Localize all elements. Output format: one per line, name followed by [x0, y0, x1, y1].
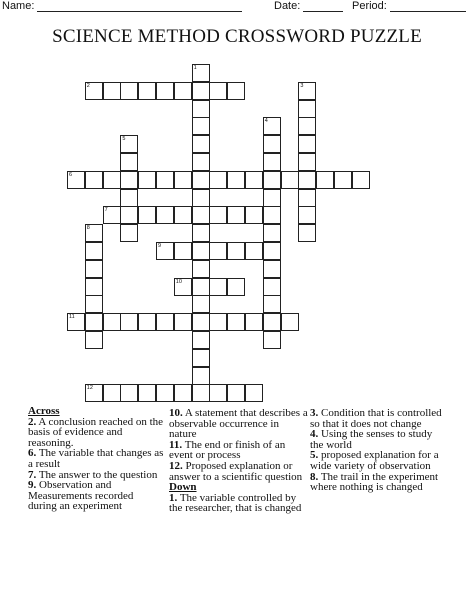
grid-cell[interactable]: [120, 153, 138, 171]
grid-cell[interactable]: [352, 171, 370, 189]
grid-cell[interactable]: [209, 313, 227, 331]
grid-cell[interactable]: [209, 384, 227, 402]
grid-cell[interactable]: [192, 349, 210, 367]
grid-cell[interactable]: [85, 171, 103, 189]
grid-cell[interactable]: [227, 278, 245, 296]
grid-cell[interactable]: [192, 224, 210, 242]
grid-cell[interactable]: [85, 295, 103, 313]
grid-cell[interactable]: [263, 189, 281, 207]
grid-cell[interactable]: [263, 295, 281, 313]
grid-cell[interactable]: [174, 82, 192, 100]
cell-number: 12: [86, 385, 93, 392]
grid-cell[interactable]: [85, 313, 103, 331]
grid-cell[interactable]: [263, 260, 281, 278]
grid-cell[interactable]: [192, 100, 210, 118]
grid-cell[interactable]: [192, 82, 210, 100]
grid-cell[interactable]: [263, 278, 281, 296]
grid-cell[interactable]: [281, 171, 299, 189]
grid-cell[interactable]: [263, 171, 281, 189]
grid-cell[interactable]: [227, 313, 245, 331]
grid-cell[interactable]: [156, 313, 174, 331]
cell-number: 10: [175, 278, 182, 285]
grid-cell[interactable]: [85, 278, 103, 296]
grid-cell[interactable]: [227, 206, 245, 224]
grid-cell[interactable]: [263, 206, 281, 224]
clues-left-column: [28, 406, 164, 512]
grid-cell[interactable]: [156, 384, 174, 402]
grid-cell[interactable]: [192, 260, 210, 278]
grid-cell[interactable]: [245, 206, 263, 224]
grid-cell[interactable]: [298, 153, 316, 171]
down-heading: Down: [169, 481, 197, 494]
grid-cell[interactable]: [192, 117, 210, 135]
grid-cell[interactable]: [298, 206, 316, 224]
grid-cell[interactable]: [298, 117, 316, 135]
grid-cell[interactable]: [209, 242, 227, 260]
grid-cell[interactable]: [138, 384, 156, 402]
grid-cell[interactable]: [192, 64, 210, 82]
clue-down-8: 8. The trail in the experiment where nothing is changed: [310, 470, 439, 494]
grid-cell[interactable]: [263, 224, 281, 242]
cell-number: 5: [122, 136, 126, 143]
clue-across-2: 2. A conclusion reached on the basis of evidence and reasoning.: [28, 415, 164, 449]
grid-cell[interactable]: [192, 313, 210, 331]
grid-cell[interactable]: [156, 206, 174, 224]
grid-cell[interactable]: [245, 313, 263, 331]
clues-middle-column: [169, 408, 309, 514]
grid-cell[interactable]: [120, 384, 138, 402]
grid-cell[interactable]: [298, 135, 316, 153]
grid-cell[interactable]: [85, 224, 103, 242]
grid-cell[interactable]: [227, 242, 245, 260]
cell-number: 3: [300, 82, 304, 89]
grid-cell[interactable]: [263, 153, 281, 171]
grid-cell[interactable]: [120, 206, 138, 224]
grid-cell[interactable]: [192, 135, 210, 153]
page-title: SCIENCE METHOD CROSSWORD PUZZLE: [52, 26, 422, 47]
grid-cell[interactable]: [120, 82, 138, 100]
grid-cell[interactable]: [67, 171, 85, 189]
grid-cell[interactable]: [174, 278, 192, 296]
grid-cell[interactable]: [85, 384, 103, 402]
grid-cell[interactable]: [103, 82, 121, 100]
grid-cell[interactable]: [209, 278, 227, 296]
cell-number: 2: [86, 82, 90, 89]
grid-cell[interactable]: [209, 206, 227, 224]
grid-cell[interactable]: [192, 206, 210, 224]
name-label: Name:: [2, 0, 35, 12]
grid-cell[interactable]: [263, 313, 281, 331]
cell-number: 9: [158, 243, 162, 249]
grid-cell[interactable]: [245, 384, 263, 402]
cell-number: 6: [69, 171, 73, 178]
grid-cell[interactable]: [298, 189, 316, 207]
grid-cell[interactable]: [103, 313, 121, 331]
grid-cell[interactable]: [85, 331, 103, 349]
clue-across-7: 7. The answer to the question: [28, 468, 158, 481]
grid-cell[interactable]: [263, 331, 281, 349]
grid-cell[interactable]: [120, 171, 138, 189]
grid-cell[interactable]: [120, 135, 138, 153]
grid-cell[interactable]: [245, 242, 263, 260]
grid-cell[interactable]: [174, 384, 192, 402]
grid-cell[interactable]: [120, 224, 138, 242]
cell-number: 4: [264, 118, 268, 125]
grid-cell[interactable]: [174, 313, 192, 331]
clue-across-12: 12. Proposed explanation or answer to a scientific question: [169, 459, 303, 483]
grid-cell[interactable]: [103, 206, 121, 224]
clue-across-9: 9. Observation and Measurements recorded during an experiment: [28, 479, 134, 513]
cell-number: 8: [86, 225, 90, 232]
grid-cell[interactable]: [263, 242, 281, 260]
grid-cell[interactable]: [138, 82, 156, 100]
grid-cell[interactable]: [103, 171, 121, 189]
clue-across-11: 11. The end or finish of an event or process: [169, 438, 286, 462]
cell-number: 1: [193, 65, 197, 71]
grid-cell[interactable]: [227, 82, 245, 100]
grid-cell[interactable]: [192, 331, 210, 349]
grid-cell[interactable]: [174, 242, 192, 260]
clue-down-5: 5. proposed explanation for a wide variety of observation: [310, 449, 439, 472]
across-heading: Across: [28, 405, 60, 417]
grid-cell[interactable]: [156, 82, 174, 100]
grid-cell[interactable]: [120, 313, 138, 331]
grid-cell[interactable]: [192, 189, 210, 207]
grid-cell[interactable]: [103, 384, 121, 402]
grid-cell[interactable]: [192, 295, 210, 313]
grid-cell[interactable]: [192, 242, 210, 260]
grid-cell[interactable]: [156, 242, 174, 260]
clue-down-4: 4. Using the senses to study the world: [310, 428, 433, 451]
grid-cell[interactable]: [85, 82, 103, 100]
grid-cell[interactable]: [298, 224, 316, 242]
grid-cell[interactable]: [316, 171, 334, 189]
date-label: Date:: [274, 0, 301, 12]
grid-cell[interactable]: [298, 100, 316, 118]
clue-across-10: 10. A statement that describes a observable occurrence in nature: [169, 407, 308, 441]
grid-cell[interactable]: [138, 313, 156, 331]
grid-cell[interactable]: [245, 171, 263, 189]
grid-cell[interactable]: [192, 153, 210, 171]
grid-cell[interactable]: [227, 384, 245, 402]
clue-down-1: 1. The variable controlled by the researcher, that is changed: [169, 491, 302, 515]
grid-cell[interactable]: [227, 171, 245, 189]
clues-right-column: [310, 408, 446, 493]
clue-across-6: 6. The variable that changes as a result: [28, 447, 164, 470]
cell-number: 11: [69, 314, 75, 321]
grid-cell[interactable]: [174, 206, 192, 224]
grid-cell[interactable]: [120, 189, 138, 207]
period-label: Period:: [352, 0, 387, 12]
grid-cell[interactable]: [85, 242, 103, 260]
grid-cell[interactable]: [138, 171, 156, 189]
grid-cell[interactable]: [85, 260, 103, 278]
grid-cell[interactable]: [209, 82, 227, 100]
clue-down-3: 3. Condition that is controlled so that it does not change: [310, 407, 442, 430]
grid-cell[interactable]: [192, 384, 210, 402]
grid-cell[interactable]: [209, 171, 227, 189]
grid-cell[interactable]: [192, 367, 210, 385]
grid-cell[interactable]: [281, 313, 299, 331]
grid-cell[interactable]: [263, 117, 281, 135]
grid-cell[interactable]: [67, 313, 85, 331]
grid-cell[interactable]: [334, 171, 352, 189]
grid-cell[interactable]: [138, 206, 156, 224]
cell-number: 7: [104, 207, 108, 214]
grid-cell[interactable]: [298, 82, 316, 100]
grid-cell[interactable]: [192, 278, 210, 296]
grid-cell[interactable]: [263, 135, 281, 153]
grid-cell[interactable]: [174, 171, 192, 189]
grid-cell[interactable]: [192, 171, 210, 189]
grid-cell[interactable]: [156, 171, 174, 189]
grid-cell[interactable]: [298, 171, 316, 189]
